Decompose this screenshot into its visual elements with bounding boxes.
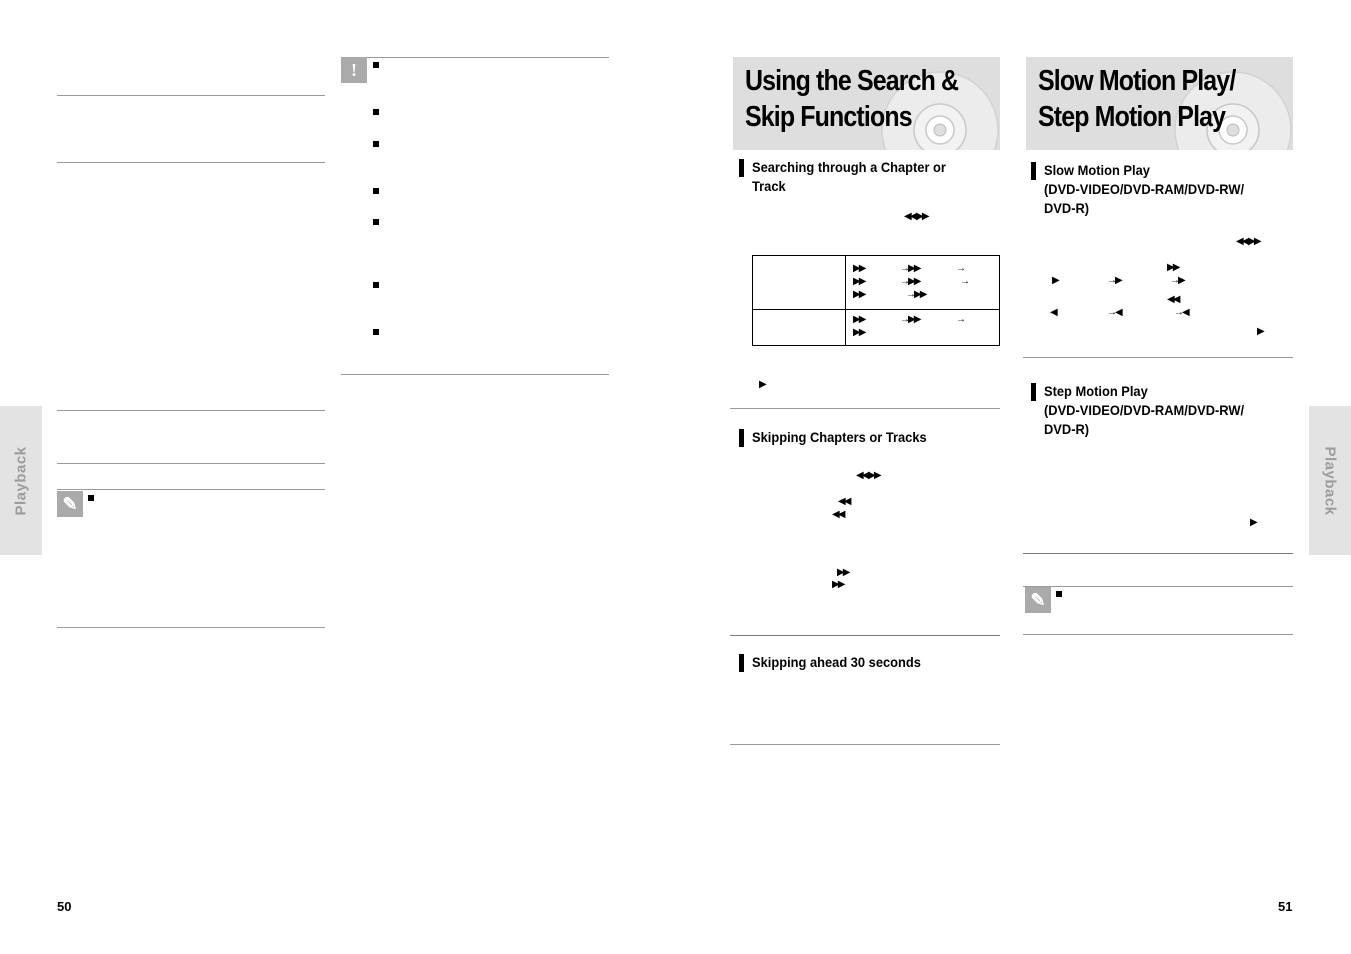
bullet-icon (373, 219, 379, 225)
section-heading-skip-30s: Skipping ahead 30 seconds (739, 653, 936, 672)
bullet-icon (1056, 591, 1062, 597)
rew-icon: ◀◀ (832, 509, 844, 520)
caution-icon: ! (341, 57, 367, 83)
search-speed-table (752, 255, 1000, 346)
ff-icon: ▶▶ (853, 263, 865, 274)
section-heading-step-motion: Step Motion Play (DVD-VIDEO/DVD-RAM/DVD-RW/ DVD-R) (1031, 382, 1262, 439)
bullet-icon (373, 188, 379, 194)
ff-icon: ▶▶ (853, 314, 865, 325)
section-heading-search-chapter: Searching through a Chapter or Track (739, 158, 963, 196)
table-cell (846, 310, 1000, 346)
arrow-icon: → (956, 263, 964, 274)
side-tab-playback (1309, 406, 1351, 555)
divider (57, 162, 325, 163)
bullet-icon (88, 495, 94, 501)
note-icon: ✎ (57, 491, 83, 517)
bullet-icon (373, 109, 379, 115)
ff-icon: →▶▶ (900, 263, 920, 274)
bullet-icon (373, 62, 379, 68)
rewind-fastforward-icons: ◀◀ ▶▶ (1236, 236, 1260, 247)
page-number: 51 (1278, 899, 1293, 914)
ff-icon: →▶▶ (900, 314, 920, 325)
play-icon: ▶ (1257, 326, 1263, 337)
side-tab-label: Playback (12, 445, 30, 516)
side-tab-label: Playback (1321, 445, 1339, 516)
divider (57, 463, 325, 464)
table-cell (753, 256, 846, 310)
back-icon: ◀ (1050, 307, 1056, 318)
rew-icon: ◀◀ (1167, 294, 1179, 305)
page-number: 50 (57, 899, 72, 914)
table-cell (753, 310, 846, 346)
divider (341, 374, 609, 375)
divider (341, 57, 609, 58)
rew-icon: ◀◀ (838, 496, 850, 507)
divider (730, 744, 1000, 745)
play-icon: →▶ (1170, 275, 1184, 286)
ff-icon: ▶▶ (832, 579, 844, 590)
arrow-icon: → (956, 314, 964, 325)
divider (57, 95, 325, 96)
divider (730, 408, 1000, 409)
play-icon: →▶ (1107, 275, 1121, 286)
ff-icon: ▶▶ (1167, 262, 1179, 273)
play-icon: ▶ (759, 379, 765, 390)
table-row (753, 310, 1000, 346)
title-box-slow-step (1026, 57, 1293, 150)
ff-icon: →▶▶ (906, 289, 926, 300)
ff-icon: ▶▶ (853, 327, 865, 338)
table-cell (846, 256, 1000, 310)
ff-icon: ▶▶ (853, 276, 865, 287)
divider (730, 635, 1000, 636)
back-icon: →◀ (1174, 307, 1188, 318)
section-heading-skip-chapters: Skipping Chapters or Tracks (739, 428, 942, 447)
page-title: Slow Motion Play/ Step Motion Play (1038, 65, 1236, 133)
ff-icon: ▶▶ (853, 289, 865, 300)
ff-icon: ▶▶ (837, 567, 849, 578)
skip-icons: ◀◀ ▶▶ (856, 470, 880, 481)
bullet-icon (373, 329, 379, 335)
arrow-icon: → (960, 276, 968, 287)
divider (57, 489, 325, 490)
ff-icon: →▶▶ (900, 276, 920, 287)
divider (1023, 357, 1293, 358)
play-icon: ▶ (1052, 275, 1058, 286)
divider (1023, 634, 1293, 635)
side-tab-playback (0, 406, 42, 555)
title-box-search-skip (733, 57, 1000, 150)
play-icon: ▶ (1250, 517, 1256, 528)
bullet-icon (373, 141, 379, 147)
bullet-icon (373, 282, 379, 288)
divider (57, 410, 325, 411)
divider (1023, 553, 1293, 554)
divider (1023, 586, 1293, 587)
back-icon: →◀ (1107, 307, 1121, 318)
table-row (753, 256, 1000, 310)
note-icon: ✎ (1025, 587, 1051, 613)
page-title: Using the Search & Skip Functions (745, 65, 959, 133)
divider (57, 627, 325, 628)
rewind-fastforward-icons: ◀◀ ▶▶ (904, 211, 928, 222)
section-heading-slow-motion: Slow Motion Play (DVD-VIDEO/DVD-RAM/DVD-RW/ DVD-R) (1031, 161, 1262, 218)
